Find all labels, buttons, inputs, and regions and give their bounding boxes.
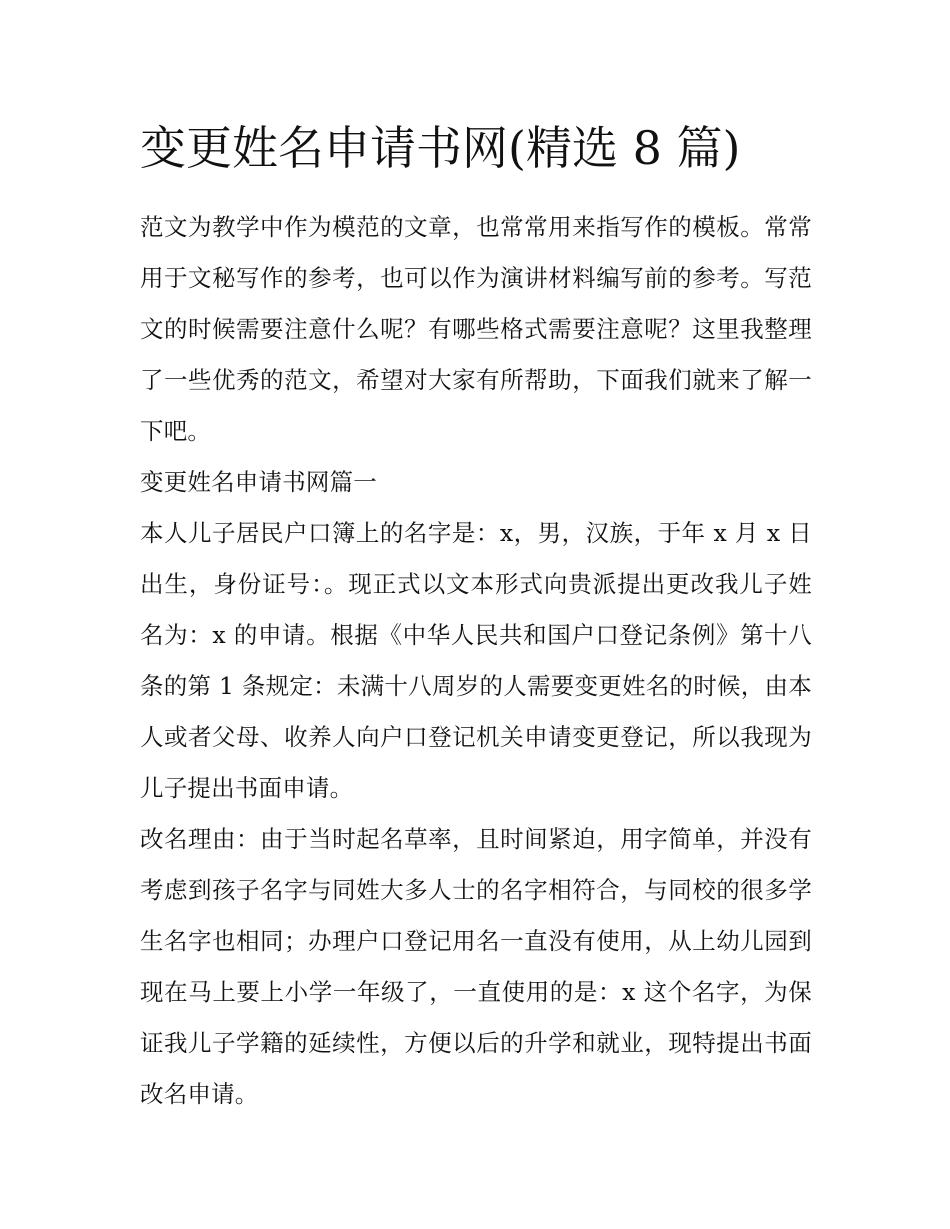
document-page (140, 112, 812, 1120)
intro-paragraph: 范文为教学中作为模范的文章，也常常用来指写作的模板。常常用于文秘写作的参考，也可以作为演讲材料编写前的参考。写范文的时候需要注意什么呢？有哪些格式需要注意呢？这里我整理了一些优秀的范文，希望对大家有所帮助，下面我们就来了解一下吧。 (140, 213, 812, 445)
section-heading: 变更姓名申请书网篇一 (140, 468, 377, 496)
body-paragraph-application: 本人儿子居民户口簿上的名字是：x，男，汉族，于年 x 月 x 日出生，身份证号：。现正式以文本形式向贵派提出更改我儿子姓名为：x 的申请。根据《中华人民共和国户口登记条例》第十八条的第 1 条规定：未满十八周岁的人需要变更姓名的时候，由本人或者父母、收养人向户口登记机关申请变更登记，所以我现为儿子提出书面申请。 (140, 519, 812, 802)
document-title: 变更姓名申请书网(精选 8 篇) (140, 121, 741, 175)
body-paragraph-reason: 改名理由：由于当时起名草率，且时间紧迫，用字简单，并没有考虑到孩子名字与同姓大多人士的名字相符合，与同校的很多学生名字也相同；办理户口登记用名一直没有使用，从上幼儿园到现在马上要上小学一年级了，一直使用的是：x 这个名字，为保证我儿子学籍的延续性，方便以后的升学和就业，现特提出书面改名申请。 (140, 825, 812, 1108)
